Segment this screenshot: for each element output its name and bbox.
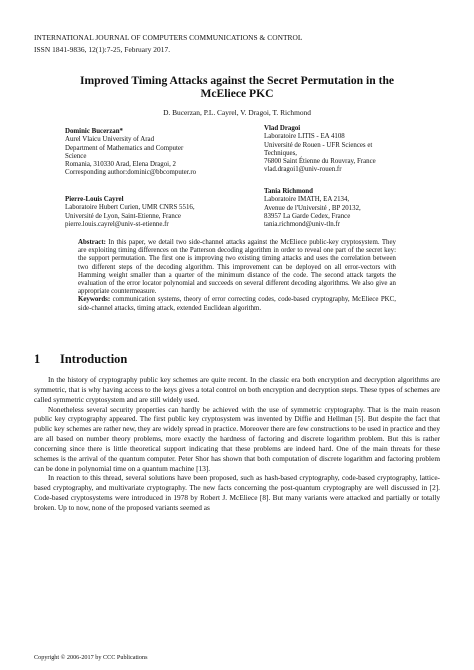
affiliation-line: 83957 La Garde Cedex, France (264, 212, 351, 220)
author-name: Pierre-Louis Cayrel (65, 196, 124, 203)
affiliation-line: Université de Lyon, Saint-Etienne, France (65, 212, 181, 220)
keywords-label: Keywords: (78, 296, 111, 304)
abstract-text: In this paper, we detail two side-channel attacks against the McEliece public-key cryptosystem. They are exploiting timing differences on the Patterson decoding algorithm in order to reveal one part of the secret key: the support permutation. The first one is improving two existing timing attacks and uses the correlation between two different steps of the decoding algorithm. This improvement can be deployed on all error-vectors with Hamming weight smaller than a quarter of the minimum distance of the code. The second attack targets the evaluation of the error locator polynomial and succeeds on several different decoding algorithms. We also give an appropriate countermeasure. (78, 239, 396, 296)
body-text (34, 375, 440, 513)
affiliation-bucerzan (65, 128, 196, 178)
abstract-label: Abstract: (78, 239, 106, 246)
author-name: Vlad Dragoi (264, 125, 301, 132)
author-name: Tania Richmond (264, 188, 313, 195)
body-paragraph: Nonetheless several security properties can hardly be achieved with the use of symmetric cryptography. That is the main reason public key cryptography appeared. The first public key cryptosystem was invented by Diffie and Hellman [5]. But despite the fact that public key schemes are rather new, they are widely spread in practice. Moreover there are few constructions to be used in practice and they are all based on number theory problems, more exactly the hardness of factoring and discrete logarithm problem. But this is rather concerning since there is little theoretical support indicating that these problems are indeed hard. One of the main threats for these schemes is the arrival of the quantum computer. Peter Shor has shown that both computation of discrete logarithm and factoring problem can be done in polynomial time on a quantum machine [13]. (34, 404, 440, 473)
affiliation-line: pierre.louis.cayrel@univ-st-etienne.fr (65, 220, 169, 228)
affiliation-line: Department of Mathematics and Computer (65, 144, 184, 152)
section-heading (34, 352, 127, 367)
paper-title (40, 74, 434, 100)
affiliation-line: vlad.dragoi1@univ-rouen.fr (264, 166, 342, 174)
affiliation-line: Romania, 310330 Arad, Elena Dragoi, 2 (65, 161, 176, 169)
affiliation-line: Laboratoire IMATH, EA 2134, (264, 196, 350, 204)
affiliation-line: tania.richmond@univ-tln.fr (264, 221, 340, 229)
body-paragraph: In the history of cryptography public key schemes are quite recent. In the classic era both encryption and decryption algorithms are symmetric, that is why having access to the keys gives a total control on both encryption and decryption steps. These types of schemes are called symmetric cryptosystem and are still widely used. (34, 375, 440, 404)
abstract-paragraph (78, 239, 396, 296)
affiliation-cayrel (65, 196, 195, 229)
journal-name: INTERNATIONAL JOURNAL OF COMPUTERS COMMUNICATIONS & CONTROL (34, 33, 303, 42)
title-line-2: McEliece PKC (200, 87, 274, 100)
body-paragraph: In reaction to this thread, several solutions have been proposed, such as hash-based cryptography, code-based cryptography, lattice-based cryptography, and multivariate cryptography. The new facts concerning the post-quantum cryptography are well discussed in [2]. Code-based cryptosystems were introduced in 1978 by Robert J. McEliece [8]. But many variants were attacked and partially or totally broken. Up to now, none of the proposed variants seemed as (34, 473, 440, 512)
affiliation-line: Corresponding author:dominic@bbcomputer.ro (65, 169, 197, 177)
affiliation-line: Université de Rouen - UFR Sciences et (264, 141, 373, 149)
affiliation-richmond (264, 188, 361, 229)
keywords-text: communication systems, theory of error correcting codes, code-based cryptography, McEliece PKC, side-channel attacks, timing attack, extended Euclidean algorithm. (78, 296, 396, 312)
affiliation-line: Science (65, 152, 87, 160)
affiliation-dragoi (264, 125, 376, 175)
issn-line: ISSN 1841-9836, 12(1):7-25, February 2017. (34, 45, 171, 54)
affiliation-line: 76800 Saint Étienne du Rouvray, France (264, 158, 376, 166)
affiliation-line: Laboratoire LITIS - EA 4108 (264, 133, 345, 141)
affiliation-line: Laboratoire Hubert Curien, UMR CNRS 5516, (65, 204, 195, 212)
copyright-footer: Copyright © 2006-2017 by CCC Publications (34, 654, 148, 661)
abstract-block (78, 239, 396, 313)
title-line-1: Improved Timing Attacks against the Secret Permutation in the (79, 74, 395, 87)
section-title: Introduction (60, 352, 128, 366)
affiliation-line: Avenue de l'Université , BP 20132, (264, 204, 361, 212)
affiliation-line: Aurel Vlaicu University of Arad (65, 136, 155, 144)
section-number: 1 (34, 352, 41, 366)
author-list: D. Bucerzan, P.L. Cayrel, V. Dragoi, T. Richmond (163, 108, 311, 117)
author-name: Dominic Bucerzan* (65, 128, 123, 135)
affiliation-line: Techniques, (264, 149, 298, 157)
keywords-paragraph (78, 296, 396, 312)
